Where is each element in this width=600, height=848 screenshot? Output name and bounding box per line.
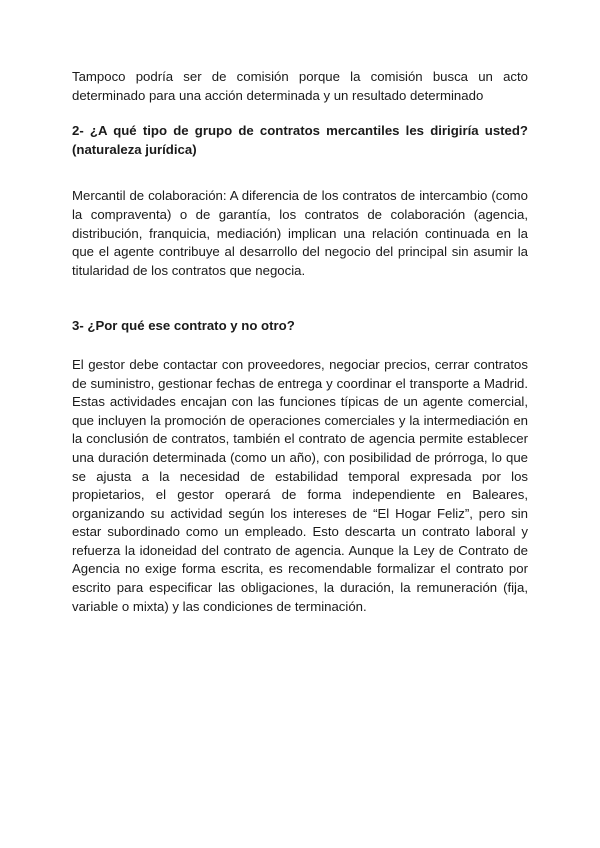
spacer — [72, 336, 528, 356]
intro-paragraph: Tampoco podría ser de comisión porque la comisión busca un acto determinado para una acción determinada y un resultado determinado — [72, 69, 528, 103]
spacer — [72, 280, 528, 317]
answer-2-paragraph: Mercantil de colaboración: A diferencia de los contratos de intercambio (como la compraventa) o de garantía, los contratos de colaboración (agencia, distribución, franquicia, mediación) implican una relación continuada en la que el agente contribuye al desarrollo del negocio del principal sin asumir la titularidad de los contratos que negocia. — [72, 188, 528, 278]
spacer — [72, 159, 528, 187]
document-page — [72, 68, 528, 616]
question-3-heading: 3- ¿Por qué ese contrato y no otro? — [72, 318, 295, 334]
spacer — [72, 105, 528, 122]
question-2-heading: 2- ¿A qué tipo de grupo de contratos mercantiles les dirigiría usted? (naturaleza jurídica) — [72, 123, 528, 157]
answer-3-paragraph: El gestor debe contactar con proveedores, negociar precios, cerrar contratos de suministro, gestionar fechas de entrega y coordinar el transporte a Madrid. Estas actividades encajan con las funciones típicas de un agente comercial, que incluyen la promoción de operaciones comerciales y la intermediación en la conclusión de contratos, también el contrato de agencia permite establecer una duración determinada (como un año), con posibilidad de prórroga, lo que se ajusta a la necesidad de estabilidad temporal expresada por los propietarios, el gestor operará de forma independiente en Baleares, organizando su actividad según los intereses de “El Hogar Feliz”, pero sin estar subordinado como un empleado. Esto descarta un contrato laboral y refuerza la idoneidad del contrato de agencia. Aunque la Ley de Contrato de Agencia no exige forma escrita, es recomendable formalizar el contrato por escrito para especificar las obligaciones, la duración, la remuneración (fija, variable o mixta) y las condiciones de terminación. — [72, 356, 528, 614]
